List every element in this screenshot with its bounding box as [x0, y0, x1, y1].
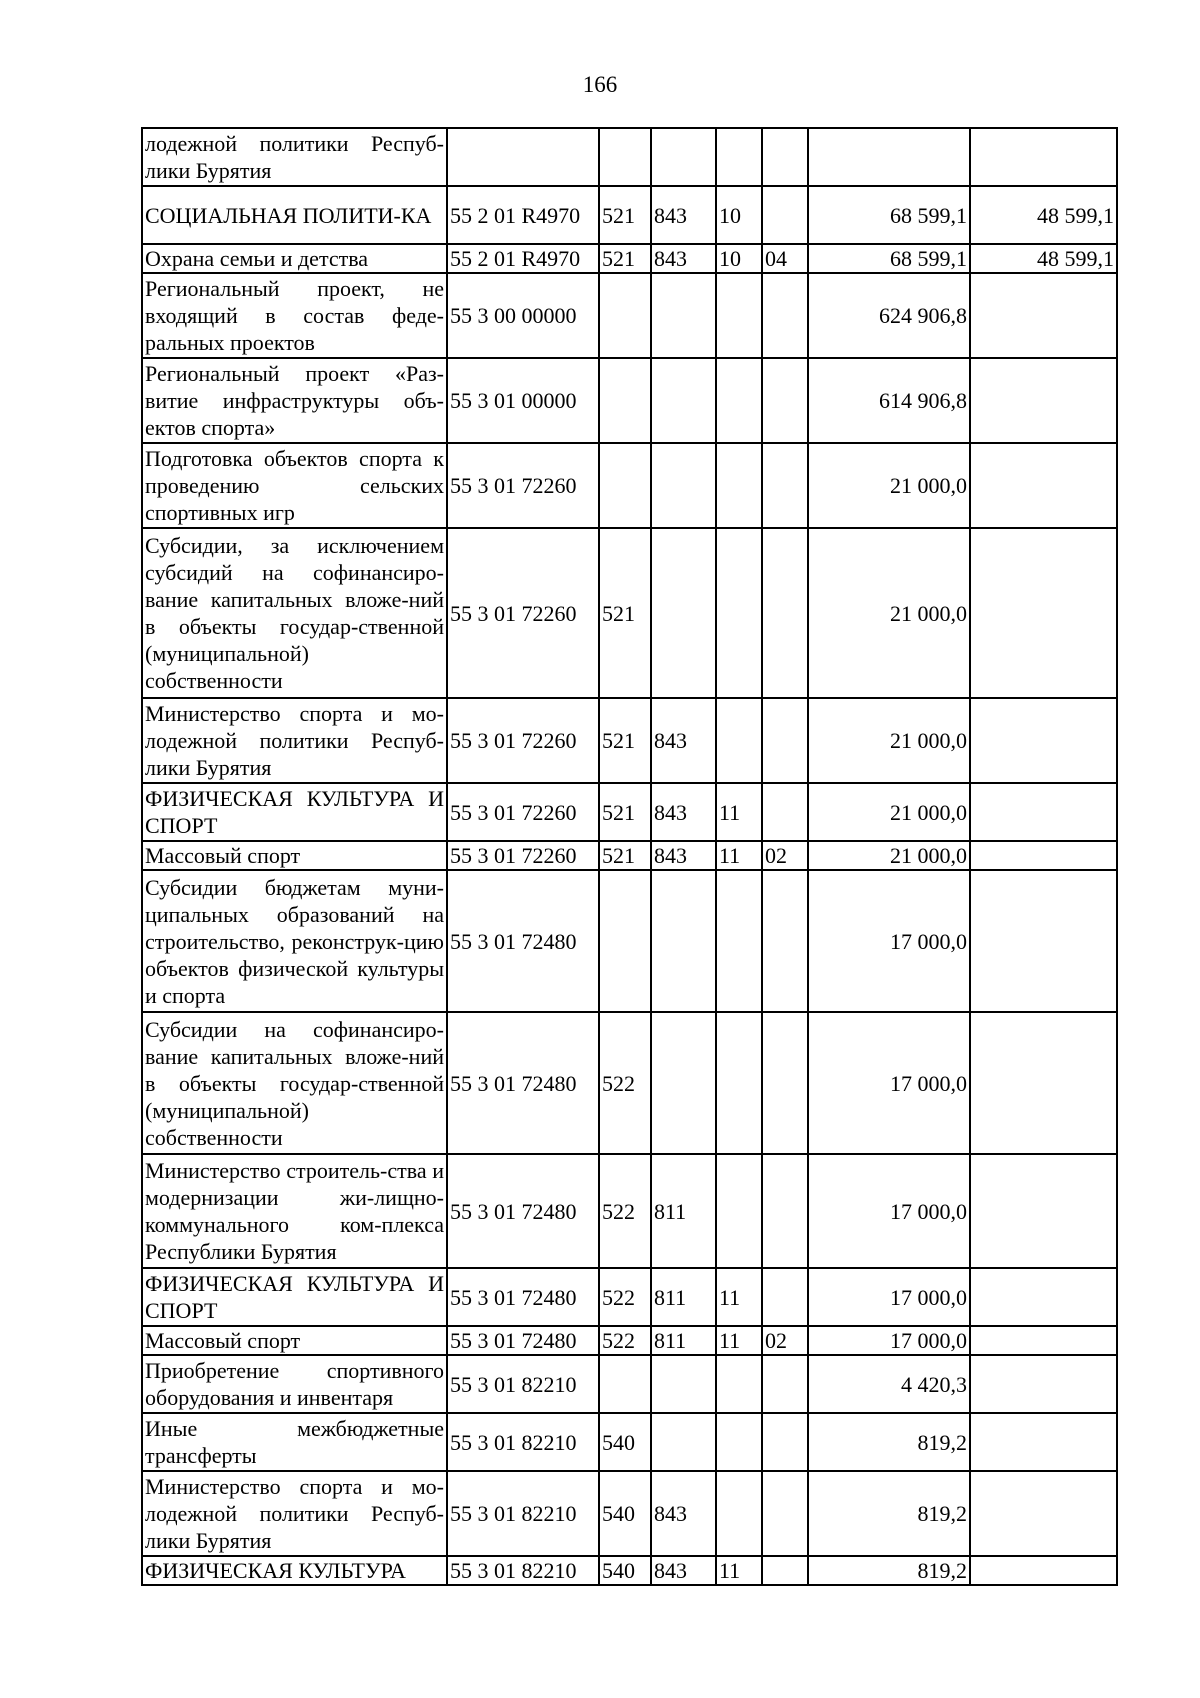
- row-vr: [599, 273, 651, 358]
- row-grbs: 843: [651, 186, 716, 244]
- row-vr: [599, 1355, 651, 1413]
- row-code: 55 2 01 R4970: [447, 186, 599, 244]
- row-rz: [716, 698, 762, 783]
- row-vr: 522: [599, 1268, 651, 1326]
- row-sum-1: 614 906,8: [808, 358, 970, 443]
- row-vr: 540: [599, 1413, 651, 1471]
- row-vr: 521: [599, 244, 651, 273]
- row-grbs: [651, 358, 716, 443]
- row-pr: [762, 186, 808, 244]
- row-sum-2: [970, 443, 1117, 528]
- row-name: Региональный проект «Раз-витие инфраструктуры объ-ектов спорта»: [142, 358, 447, 443]
- row-vr: [599, 128, 651, 186]
- row-name: ФИЗИЧЕСКАЯ КУЛЬТУРА И СПОРТ: [142, 1268, 447, 1326]
- row-name: Массовый спорт: [142, 841, 447, 870]
- row-sum-2: [970, 870, 1117, 1012]
- row-rz: [716, 128, 762, 186]
- row-name: Министерство спорта и мо-лодежной политики Респуб-лики Бурятия: [142, 698, 447, 783]
- row-name: Субсидии, за исключением субсидий на софинансиро-вание капитальных вложе-ний в объекты государ-ственной (муниципальной) собственности: [142, 528, 447, 698]
- row-code: 55 3 01 72260: [447, 698, 599, 783]
- row-pr: 02: [762, 1326, 808, 1355]
- row-sum-1: 4 420,3: [808, 1355, 970, 1413]
- table-row: [142, 1326, 1117, 1355]
- table-row: [142, 1154, 1117, 1268]
- row-vr: [599, 870, 651, 1012]
- row-sum-1: 68 599,1: [808, 244, 970, 273]
- row-grbs: 843: [651, 1556, 716, 1585]
- row-name: СОЦИАЛЬНАЯ ПОЛИТИ-КА: [142, 186, 447, 244]
- row-grbs: [651, 128, 716, 186]
- row-code: 55 3 01 72260: [447, 443, 599, 528]
- row-grbs: 811: [651, 1268, 716, 1326]
- row-rz: [716, 1471, 762, 1556]
- row-vr: 521: [599, 528, 651, 698]
- row-sum-1: 17 000,0: [808, 1154, 970, 1268]
- row-sum-1: [808, 128, 970, 186]
- row-vr: [599, 358, 651, 443]
- row-grbs: 811: [651, 1326, 716, 1355]
- table-row: [142, 1556, 1117, 1585]
- row-name: Массовый спорт: [142, 1326, 447, 1355]
- row-vr: 521: [599, 841, 651, 870]
- row-grbs: [651, 528, 716, 698]
- row-sum-1: 21 000,0: [808, 528, 970, 698]
- row-sum-1: 21 000,0: [808, 698, 970, 783]
- row-rz: [716, 443, 762, 528]
- row-sum-1: 21 000,0: [808, 841, 970, 870]
- row-pr: [762, 1268, 808, 1326]
- row-pr: [762, 698, 808, 783]
- table-row: [142, 244, 1117, 273]
- row-code: 55 3 01 72260: [447, 841, 599, 870]
- row-vr: 540: [599, 1556, 651, 1585]
- row-code: 55 3 01 72480: [447, 1012, 599, 1154]
- row-grbs: 843: [651, 244, 716, 273]
- row-name: Охрана семьи и детства: [142, 244, 447, 273]
- row-pr: [762, 358, 808, 443]
- row-name: Подготовка объектов спорта к проведению сельских спортивных игр: [142, 443, 447, 528]
- row-code: [447, 128, 599, 186]
- row-pr: [762, 443, 808, 528]
- row-sum-1: 624 906,8: [808, 273, 970, 358]
- row-code: 55 3 01 00000: [447, 358, 599, 443]
- row-grbs: 843: [651, 783, 716, 841]
- row-sum-2: [970, 1413, 1117, 1471]
- row-grbs: [651, 870, 716, 1012]
- row-name: Министерство спорта и мо-лодежной политики Респуб-лики Бурятия: [142, 1471, 447, 1556]
- table-row: [142, 1268, 1117, 1326]
- row-sum-2: [970, 528, 1117, 698]
- row-sum-1: 17 000,0: [808, 1012, 970, 1154]
- row-sum-1: 68 599,1: [808, 186, 970, 244]
- row-rz: [716, 1413, 762, 1471]
- row-sum-2: [970, 783, 1117, 841]
- row-name: Иные межбюджетные трансферты: [142, 1413, 447, 1471]
- row-code: 55 3 01 72480: [447, 1154, 599, 1268]
- row-code: 55 3 01 72260: [447, 528, 599, 698]
- row-rz: 10: [716, 186, 762, 244]
- table-row: [142, 273, 1117, 358]
- row-grbs: 843: [651, 698, 716, 783]
- row-sum-2: [970, 1471, 1117, 1556]
- row-rz: [716, 528, 762, 698]
- row-pr: [762, 1556, 808, 1585]
- row-pr: [762, 1413, 808, 1471]
- row-sum-2: [970, 841, 1117, 870]
- row-rz: [716, 273, 762, 358]
- row-name: ФИЗИЧЕСКАЯ КУЛЬТУРА И СПОРТ: [142, 783, 447, 841]
- row-grbs: [651, 273, 716, 358]
- row-vr: 540: [599, 1471, 651, 1556]
- row-code: 55 3 01 82210: [447, 1413, 599, 1471]
- row-grbs: [651, 443, 716, 528]
- row-rz: 11: [716, 841, 762, 870]
- row-sum-1: 819,2: [808, 1413, 970, 1471]
- row-pr: 04: [762, 244, 808, 273]
- row-sum-2: [970, 1012, 1117, 1154]
- row-pr: [762, 1154, 808, 1268]
- row-sum-1: 819,2: [808, 1471, 970, 1556]
- row-sum-1: 819,2: [808, 1556, 970, 1585]
- row-name: лодежной политики Респуб-лики Бурятия: [142, 128, 447, 186]
- row-sum-2: [970, 358, 1117, 443]
- table-row: [142, 358, 1117, 443]
- table-row: [142, 528, 1117, 698]
- row-pr: 02: [762, 841, 808, 870]
- row-sum-1: 21 000,0: [808, 783, 970, 841]
- row-sum-2: [970, 128, 1117, 186]
- row-vr: [599, 443, 651, 528]
- row-sum-2: [970, 1326, 1117, 1355]
- table-row: [142, 443, 1117, 528]
- row-vr: 521: [599, 698, 651, 783]
- row-grbs: 811: [651, 1154, 716, 1268]
- row-sum-1: 21 000,0: [808, 443, 970, 528]
- row-rz: 11: [716, 1326, 762, 1355]
- table-row: [142, 1471, 1117, 1556]
- row-name: Субсидии бюджетам муни-ципальных образований на строительство, реконструк-цию объектов физической культуры и спорта: [142, 870, 447, 1012]
- row-vr: 521: [599, 783, 651, 841]
- row-rz: [716, 1012, 762, 1154]
- row-sum-2: [970, 1556, 1117, 1585]
- table-row: [142, 783, 1117, 841]
- row-rz: 10: [716, 244, 762, 273]
- row-pr: [762, 1012, 808, 1154]
- row-code: 55 3 01 82210: [447, 1556, 599, 1585]
- row-grbs: 843: [651, 841, 716, 870]
- row-pr: [762, 870, 808, 1012]
- table-row: [142, 841, 1117, 870]
- row-sum-2: [970, 273, 1117, 358]
- table-row: [142, 128, 1117, 186]
- row-rz: [716, 1355, 762, 1413]
- row-sum-2: [970, 1355, 1117, 1413]
- row-code: 55 3 01 72260: [447, 783, 599, 841]
- row-code: 55 3 01 72480: [447, 1326, 599, 1355]
- row-code: 55 3 01 82210: [447, 1471, 599, 1556]
- row-pr: [762, 273, 808, 358]
- table-row: [142, 186, 1117, 244]
- row-rz: [716, 358, 762, 443]
- row-name: Региональный проект, не входящий в состав феде-ральных проектов: [142, 273, 447, 358]
- row-code: 55 2 01 R4970: [447, 244, 599, 273]
- table-row: [142, 698, 1117, 783]
- row-sum-1: 17 000,0: [808, 1326, 970, 1355]
- row-vr: 522: [599, 1154, 651, 1268]
- row-name: Министерство строитель-ства и модернизации жи-лищно-коммунального ком-плекса Республики Бурятия: [142, 1154, 447, 1268]
- row-rz: [716, 870, 762, 1012]
- row-code: 55 3 01 72480: [447, 870, 599, 1012]
- row-rz: 11: [716, 1268, 762, 1326]
- row-code: 55 3 01 72480: [447, 1268, 599, 1326]
- row-sum-1: 17 000,0: [808, 1268, 970, 1326]
- row-code: 55 3 00 00000: [447, 273, 599, 358]
- budget-table: [141, 127, 1118, 1586]
- row-sum-2: [970, 698, 1117, 783]
- row-name: Приобретение спортивного оборудования и инвентаря: [142, 1355, 447, 1413]
- row-grbs: 843: [651, 1471, 716, 1556]
- row-grbs: [651, 1413, 716, 1471]
- row-code: 55 3 01 82210: [447, 1355, 599, 1413]
- row-rz: 11: [716, 783, 762, 841]
- table-row: [142, 1355, 1117, 1413]
- row-rz: [716, 1154, 762, 1268]
- row-vr: 521: [599, 186, 651, 244]
- table-row: [142, 1012, 1117, 1154]
- row-rz: 11: [716, 1556, 762, 1585]
- row-vr: 522: [599, 1012, 651, 1154]
- row-name: Субсидии на софинансиро-вание капитальных вложе-ний в объекты государ-ственной (муниципальной) собственности: [142, 1012, 447, 1154]
- table-row: [142, 1413, 1117, 1471]
- table-row: [142, 870, 1117, 1012]
- row-grbs: [651, 1355, 716, 1413]
- row-sum-1: 17 000,0: [808, 870, 970, 1012]
- row-sum-2: [970, 1268, 1117, 1326]
- row-sum-2: 48 599,1: [970, 186, 1117, 244]
- row-pr: [762, 1355, 808, 1413]
- row-sum-2: 48 599,1: [970, 244, 1117, 273]
- row-vr: 522: [599, 1326, 651, 1355]
- row-pr: [762, 1471, 808, 1556]
- row-pr: [762, 783, 808, 841]
- row-sum-2: [970, 1154, 1117, 1268]
- page-number: 166: [582, 72, 618, 97]
- row-pr: [762, 528, 808, 698]
- row-grbs: [651, 1012, 716, 1154]
- row-name: ФИЗИЧЕСКАЯ КУЛЬТУРА: [142, 1556, 447, 1585]
- table-body: [142, 128, 1117, 1585]
- row-pr: [762, 128, 808, 186]
